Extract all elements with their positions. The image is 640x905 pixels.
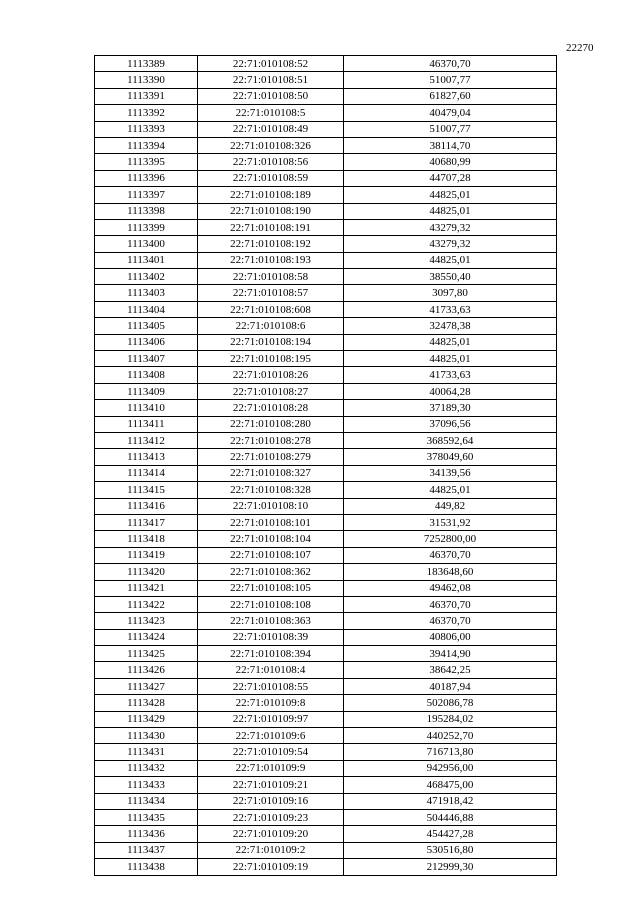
- cadastral-number-cell: 22:71:010108:5: [198, 105, 344, 121]
- cadastral-number-cell: 22:71:010108:104: [198, 531, 344, 547]
- table-row: [95, 695, 557, 711]
- table-row: [95, 301, 557, 317]
- value-cell: 46370,70: [344, 56, 557, 72]
- row-number-cell: 1113401: [95, 252, 198, 268]
- row-number-cell: 1113424: [95, 629, 198, 645]
- table-row: [95, 678, 557, 694]
- value-cell: 38550,40: [344, 269, 557, 285]
- row-number-cell: 1113435: [95, 809, 198, 825]
- cadastral-number-cell: 22:71:010108:55: [198, 678, 344, 694]
- cadastral-number-cell: 22:71:010108:328: [198, 482, 344, 498]
- row-number-cell: 1113423: [95, 613, 198, 629]
- cadastral-number-cell: 22:71:010108:105: [198, 580, 344, 596]
- table-row: [95, 236, 557, 252]
- table-row: [95, 482, 557, 498]
- value-cell: 51007,77: [344, 72, 557, 88]
- cadastral-number-cell: 22:71:010108:56: [198, 154, 344, 170]
- cadastral-number-cell: 22:71:010108:51: [198, 72, 344, 88]
- row-number-cell: 1113438: [95, 859, 198, 875]
- table-row: [95, 416, 557, 432]
- row-number-cell: 1113433: [95, 777, 198, 793]
- cadastral-number-cell: 22:71:010108:280: [198, 416, 344, 432]
- value-cell: 46370,70: [344, 613, 557, 629]
- table-row: [95, 842, 557, 858]
- table-row: [95, 334, 557, 350]
- row-number-cell: 1113426: [95, 662, 198, 678]
- cadastral-number-cell: 22:71:010108:39: [198, 629, 344, 645]
- row-number-cell: 1113396: [95, 170, 198, 186]
- value-cell: 471918,42: [344, 793, 557, 809]
- cadastral-number-cell: 22:71:010109:6: [198, 728, 344, 744]
- row-number-cell: 1113391: [95, 88, 198, 104]
- cadastral-number-cell: 22:71:010109:2: [198, 842, 344, 858]
- cadastral-number-cell: 22:71:010109:97: [198, 711, 344, 727]
- value-cell: 378049,60: [344, 449, 557, 465]
- cadastral-number-cell: 22:71:010109:19: [198, 859, 344, 875]
- value-cell: 43279,32: [344, 236, 557, 252]
- cadastral-number-cell: 22:71:010108:6: [198, 318, 344, 334]
- table-row: [95, 449, 557, 465]
- table-row: [95, 531, 557, 547]
- row-number-cell: 1113406: [95, 334, 198, 350]
- row-number-cell: 1113413: [95, 449, 198, 465]
- cadastral-number-cell: 22:71:010108:27: [198, 383, 344, 399]
- cadastral-number-cell: 22:71:010108:194: [198, 334, 344, 350]
- table-row: [95, 826, 557, 842]
- value-cell: 31531,92: [344, 514, 557, 530]
- cadastral-number-cell: 22:71:010108:394: [198, 646, 344, 662]
- table-row: [95, 809, 557, 825]
- cadastral-number-cell: 22:71:010108:189: [198, 187, 344, 203]
- value-cell: 51007,77: [344, 121, 557, 137]
- cadastral-number-cell: 22:71:010108:108: [198, 596, 344, 612]
- value-cell: 40806,00: [344, 629, 557, 645]
- cadastral-number-cell: 22:71:010109:21: [198, 777, 344, 793]
- cadastral-number-cell: 22:71:010108:10: [198, 498, 344, 514]
- table-row: [95, 383, 557, 399]
- cadastral-value-table: [94, 55, 557, 876]
- cadastral-number-cell: 22:71:010109:9: [198, 760, 344, 776]
- row-number-cell: 1113393: [95, 121, 198, 137]
- value-cell: 37189,30: [344, 400, 557, 416]
- table-row: [95, 662, 557, 678]
- value-cell: 449,82: [344, 498, 557, 514]
- cadastral-number-cell: 22:71:010108:26: [198, 367, 344, 383]
- row-number-cell: 1113390: [95, 72, 198, 88]
- row-number-cell: 1113412: [95, 432, 198, 448]
- table-row: [95, 154, 557, 170]
- table-row: [95, 187, 557, 203]
- cadastral-number-cell: 22:71:010109:8: [198, 695, 344, 711]
- value-cell: 942956,00: [344, 760, 557, 776]
- value-cell: 504446,88: [344, 809, 557, 825]
- value-cell: 40479,04: [344, 105, 557, 121]
- row-number-cell: 1113420: [95, 564, 198, 580]
- row-number-cell: 1113395: [95, 154, 198, 170]
- table-row: [95, 744, 557, 760]
- table-row: [95, 318, 557, 334]
- table-row: [95, 859, 557, 875]
- row-number-cell: 1113397: [95, 187, 198, 203]
- value-cell: 44825,01: [344, 203, 557, 219]
- table-row: [95, 203, 557, 219]
- row-number-cell: 1113405: [95, 318, 198, 334]
- value-cell: 502086,78: [344, 695, 557, 711]
- table-row: [95, 432, 557, 448]
- cadastral-number-cell: 22:71:010108:193: [198, 252, 344, 268]
- cadastral-number-cell: 22:71:010108:59: [198, 170, 344, 186]
- table-row: [95, 711, 557, 727]
- table-row: [95, 580, 557, 596]
- value-cell: 468475,00: [344, 777, 557, 793]
- cadastral-number-cell: 22:71:010108:58: [198, 269, 344, 285]
- row-number-cell: 1113414: [95, 465, 198, 481]
- row-number-cell: 1113392: [95, 105, 198, 121]
- value-cell: 38642,25: [344, 662, 557, 678]
- cadastral-number-cell: 22:71:010109:20: [198, 826, 344, 842]
- cadastral-number-cell: 22:71:010108:57: [198, 285, 344, 301]
- row-number-cell: 1113425: [95, 646, 198, 662]
- table-row: [95, 728, 557, 744]
- value-cell: 530516,80: [344, 842, 557, 858]
- cadastral-number-cell: 22:71:010108:363: [198, 613, 344, 629]
- row-number-cell: 1113422: [95, 596, 198, 612]
- table-row: [95, 137, 557, 153]
- value-cell: 440252,70: [344, 728, 557, 744]
- row-number-cell: 1113421: [95, 580, 198, 596]
- table-row: [95, 285, 557, 301]
- row-number-cell: 1113436: [95, 826, 198, 842]
- row-number-cell: 1113437: [95, 842, 198, 858]
- value-cell: 46370,70: [344, 547, 557, 563]
- value-cell: 183648,60: [344, 564, 557, 580]
- row-number-cell: 1113427: [95, 678, 198, 694]
- table-row: [95, 646, 557, 662]
- page-number: 22270: [566, 42, 594, 54]
- value-cell: 37096,56: [344, 416, 557, 432]
- cadastral-number-cell: 22:71:010108:608: [198, 301, 344, 317]
- table-row: [95, 121, 557, 137]
- value-cell: 454427,28: [344, 826, 557, 842]
- value-cell: 38114,70: [344, 137, 557, 153]
- row-number-cell: 1113415: [95, 482, 198, 498]
- table-row: [95, 793, 557, 809]
- value-cell: 44825,01: [344, 334, 557, 350]
- table-row: [95, 88, 557, 104]
- cadastral-number-cell: 22:71:010108:4: [198, 662, 344, 678]
- row-number-cell: 1113407: [95, 351, 198, 367]
- cadastral-number-cell: 22:71:010108:195: [198, 351, 344, 367]
- value-cell: 43279,32: [344, 219, 557, 235]
- table-body: [95, 56, 557, 876]
- row-number-cell: 1113402: [95, 269, 198, 285]
- value-cell: 41733,63: [344, 301, 557, 317]
- row-number-cell: 1113428: [95, 695, 198, 711]
- cadastral-number-cell: 22:71:010108:362: [198, 564, 344, 580]
- table-row: [95, 514, 557, 530]
- value-cell: 44825,01: [344, 351, 557, 367]
- value-cell: 61827,60: [344, 88, 557, 104]
- value-cell: 40680,99: [344, 154, 557, 170]
- cadastral-number-cell: 22:71:010109:54: [198, 744, 344, 760]
- row-number-cell: 1113410: [95, 400, 198, 416]
- cadastral-number-cell: 22:71:010109:23: [198, 809, 344, 825]
- row-number-cell: 1113394: [95, 137, 198, 153]
- table-row: [95, 400, 557, 416]
- table-row: [95, 465, 557, 481]
- row-number-cell: 1113404: [95, 301, 198, 317]
- row-number-cell: 1113419: [95, 547, 198, 563]
- cadastral-number-cell: 22:71:010108:326: [198, 137, 344, 153]
- table-row: [95, 760, 557, 776]
- cadastral-number-cell: 22:71:010108:327: [198, 465, 344, 481]
- value-cell: 44707,28: [344, 170, 557, 186]
- value-cell: 41733,63: [344, 367, 557, 383]
- row-number-cell: 1113417: [95, 514, 198, 530]
- value-cell: 716713,80: [344, 744, 557, 760]
- row-number-cell: 1113430: [95, 728, 198, 744]
- table-row: [95, 564, 557, 580]
- value-cell: 32478,38: [344, 318, 557, 334]
- cadastral-number-cell: 22:71:010108:52: [198, 56, 344, 72]
- cadastral-number-cell: 22:71:010108:101: [198, 514, 344, 530]
- cadastral-number-cell: 22:71:010108:191: [198, 219, 344, 235]
- value-cell: 212999,30: [344, 859, 557, 875]
- table-row: [95, 596, 557, 612]
- table-row: [95, 367, 557, 383]
- value-cell: 195284,02: [344, 711, 557, 727]
- value-cell: 34139,56: [344, 465, 557, 481]
- value-cell: 3097,80: [344, 285, 557, 301]
- cadastral-number-cell: 22:71:010108:49: [198, 121, 344, 137]
- row-number-cell: 1113431: [95, 744, 198, 760]
- row-number-cell: 1113399: [95, 219, 198, 235]
- value-cell: 40187,94: [344, 678, 557, 694]
- value-cell: 49462,08: [344, 580, 557, 596]
- value-cell: 40064,28: [344, 383, 557, 399]
- table-row: [95, 547, 557, 563]
- cadastral-number-cell: 22:71:010108:278: [198, 432, 344, 448]
- table-row: [95, 56, 557, 72]
- cadastral-number-cell: 22:71:010108:107: [198, 547, 344, 563]
- row-number-cell: 1113429: [95, 711, 198, 727]
- row-number-cell: 1113403: [95, 285, 198, 301]
- table-row: [95, 170, 557, 186]
- table-row: [95, 777, 557, 793]
- row-number-cell: 1113418: [95, 531, 198, 547]
- value-cell: 368592,64: [344, 432, 557, 448]
- value-cell: 46370,70: [344, 596, 557, 612]
- value-cell: 44825,01: [344, 482, 557, 498]
- cadastral-number-cell: 22:71:010108:190: [198, 203, 344, 219]
- row-number-cell: 1113398: [95, 203, 198, 219]
- table-row: [95, 498, 557, 514]
- value-cell: 44825,01: [344, 187, 557, 203]
- row-number-cell: 1113416: [95, 498, 198, 514]
- row-number-cell: 1113434: [95, 793, 198, 809]
- table-row: [95, 629, 557, 645]
- table-row: [95, 351, 557, 367]
- table-row: [95, 252, 557, 268]
- value-cell: 39414,90: [344, 646, 557, 662]
- table-row: [95, 105, 557, 121]
- cadastral-number-cell: 22:71:010109:16: [198, 793, 344, 809]
- value-cell: 44825,01: [344, 252, 557, 268]
- cadastral-number-cell: 22:71:010108:279: [198, 449, 344, 465]
- table-row: [95, 219, 557, 235]
- row-number-cell: 1113411: [95, 416, 198, 432]
- cadastral-number-cell: 22:71:010108:28: [198, 400, 344, 416]
- row-number-cell: 1113432: [95, 760, 198, 776]
- row-number-cell: 1113409: [95, 383, 198, 399]
- value-cell: 7252800,00: [344, 531, 557, 547]
- row-number-cell: 1113389: [95, 56, 198, 72]
- cadastral-number-cell: 22:71:010108:50: [198, 88, 344, 104]
- table-row: [95, 613, 557, 629]
- cadastral-number-cell: 22:71:010108:192: [198, 236, 344, 252]
- row-number-cell: 1113400: [95, 236, 198, 252]
- row-number-cell: 1113408: [95, 367, 198, 383]
- table-row: [95, 269, 557, 285]
- table-row: [95, 72, 557, 88]
